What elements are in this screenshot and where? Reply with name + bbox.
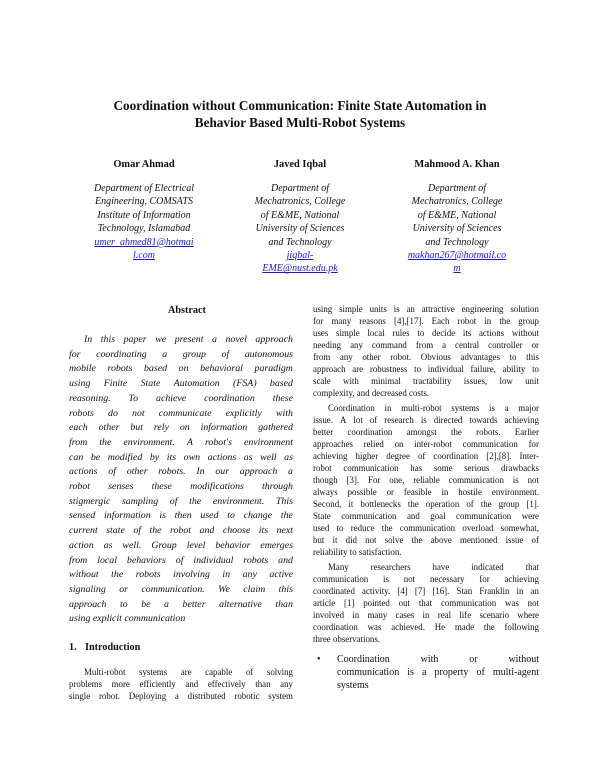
text-line: Second, it bottlenecks the operation of the group [1].	[313, 499, 539, 509]
text-line: coordination was achieved. He made the following	[313, 622, 539, 632]
text-line: complexity, and decreased costs.	[313, 388, 429, 398]
author-affiliation	[382, 182, 532, 249]
text-line: actions of other robots. In our approach a	[69, 466, 293, 478]
left-column	[69, 304, 293, 702]
email-line[interactable]: jiqbal-	[286, 250, 314, 262]
text-line: achieving higher degree of coordination [2],[8]. Inter-	[313, 451, 539, 461]
text-line: without the robots involving in any active	[69, 569, 293, 581]
text-line: using Finite State Automation (FSA) based	[69, 378, 293, 390]
text-line: approach to be a better alternative than	[69, 598, 293, 610]
text-line: involved in many cases in real life scenario where	[313, 610, 539, 620]
text-line: coordinated activity. [4] [7] [16]. Stan Franklin in an	[313, 586, 539, 596]
intro-body	[69, 666, 293, 702]
paragraph	[313, 402, 539, 558]
email-line[interactable]: m	[453, 263, 461, 275]
author-email-link[interactable]	[382, 249, 532, 276]
affiliation-line: Mechatronics, College	[254, 196, 346, 208]
bullet-symbol: •	[317, 654, 321, 665]
text-line: State communication and goal communication were	[313, 511, 539, 521]
text-line: In this paper we present a novel approach	[84, 334, 293, 345]
paragraph	[313, 561, 539, 645]
text-line: robot communication has some serious drawbacks	[313, 463, 539, 473]
email-line[interactable]: makhan267@hotmail.co	[407, 250, 507, 262]
text-line: stigmergic sampling of the environment. This	[69, 495, 293, 507]
abstract-body	[69, 333, 293, 627]
text-line: robot senses these modifications through	[69, 481, 293, 493]
text-line: using simple units is an attractive engineering solution	[313, 304, 539, 314]
text-line: used to reduce the communication overload somewhat,	[313, 523, 539, 533]
text-line: Coordination with or without	[337, 654, 539, 665]
affiliation-line: of E&ME, National	[417, 209, 497, 221]
section-title: Introduction	[85, 642, 141, 654]
text-line: problems more efficiently and effectively than any	[69, 679, 293, 690]
text-line: though [3]. For one, reliable communication is not	[313, 475, 539, 485]
text-line: sensed information is then used to change the	[69, 510, 293, 522]
text-line: article [1] pointed out that communication was not	[313, 598, 539, 608]
text-line: Coordination in multi-robot systems is a major	[328, 403, 539, 413]
text-line: action as well. Group level behavior emerges	[69, 539, 293, 551]
author-name: Omar Ahmad	[113, 159, 175, 170]
text-line: uses simple local rules to decide its actions without	[313, 328, 539, 338]
paragraph	[313, 303, 539, 399]
text-line: for coordinating a group of autonomous	[69, 348, 293, 360]
author-block	[225, 158, 375, 276]
right-column-body	[313, 303, 539, 645]
paper-title	[60, 97, 540, 131]
affiliation-line: University of Sciences	[412, 223, 502, 235]
text-line: mobile robots based on behavioral paradigm	[69, 363, 293, 375]
text-line: from any other robot. Obvious advantages to this	[313, 352, 539, 362]
author-block	[69, 158, 219, 262]
affiliation-line: Engineering, COMSATS	[95, 196, 193, 208]
text-line: needing any command from a central controller or	[313, 340, 539, 350]
text-line: better coordination amongst the robots. Earlier	[313, 427, 539, 437]
affiliation-line: Department of Electrical	[94, 183, 194, 194]
affiliation-line: Institute of Information	[97, 209, 191, 221]
author-email-link[interactable]	[225, 249, 375, 276]
text-line: can be modified by its own actions as well as	[69, 451, 293, 463]
text-line: approaches relied on inter-robot communication for	[313, 439, 539, 449]
text-line: Multi-robot systems are capable of solving	[84, 667, 293, 678]
affiliation-line: Department of	[427, 183, 487, 194]
text-line: from the environment. A robot's environment	[69, 436, 293, 448]
affiliation-line: University of Sciences	[255, 223, 345, 235]
author-name: Javed Iqbal	[273, 159, 327, 170]
bullet-item	[317, 653, 539, 692]
title-line: Behavior Based Multi-Robot Systems	[194, 115, 406, 130]
affiliation-line: Department of	[270, 183, 330, 194]
author-affiliation	[69, 182, 219, 236]
text-line: but it did not solve the above mentioned issue of	[313, 535, 539, 545]
affiliation-line: and Technology	[425, 236, 489, 248]
text-line: for many reasons [4],[17]. Each robot in the group	[313, 316, 539, 326]
author-affiliation	[225, 182, 375, 249]
bullet-text	[337, 653, 539, 692]
affiliation-line: and Technology	[268, 236, 332, 248]
text-line: single robot. Deploying a distributed robotic system	[69, 691, 293, 702]
text-line: using explicit communication	[69, 613, 186, 625]
affiliation-line: Technology, Islamabad	[97, 223, 191, 235]
section-number: 1.	[69, 642, 77, 654]
text-line: signaling or communication. We claim this	[69, 583, 293, 595]
text-line: Many researchers have indicated that	[328, 562, 539, 572]
text-line: reasoning. To achieve coordination these	[69, 392, 293, 404]
email-line[interactable]: EME@nust.edu.pk	[262, 263, 338, 275]
text-line: always possible or feasible in hostile environment.	[313, 487, 539, 497]
title-line: Coordination without Communication: Finite State Automation in	[113, 98, 487, 113]
text-line: robots do not communicate explicitly with	[69, 407, 293, 419]
author-block	[382, 158, 532, 276]
text-line: current state of the robot and choose its next	[69, 525, 293, 537]
text-line: approach are robustness to individual failure, ability to	[313, 364, 539, 374]
email-line[interactable]: umer_ahmed81@hotmai	[94, 236, 194, 248]
text-line: each other but rely on information gathered	[69, 422, 293, 434]
author-email-link[interactable]	[69, 236, 219, 263]
text-line: communication is a property of multi-agent	[337, 667, 539, 678]
section-heading	[69, 641, 293, 654]
text-line: from local behaviors of individual robots and	[69, 554, 293, 566]
text-line: three observations.	[313, 634, 381, 644]
right-column	[313, 303, 539, 692]
author-name: Mahmood A. Khan	[414, 159, 500, 170]
affiliation-line: Mechatronics, College	[411, 196, 503, 208]
affiliation-line: of E&ME, National	[260, 209, 340, 221]
abstract-heading: Abstract	[168, 305, 206, 316]
text-line: scale with minimal tractability issues, low unit	[313, 376, 539, 386]
text-line: systems	[337, 680, 369, 691]
text-line: communication is not necessary for achieving	[313, 574, 539, 584]
text-line: reliability to satisfaction.	[313, 547, 402, 557]
email-line[interactable]: l.com	[133, 250, 155, 262]
text-line: issue. A lot of research is directed towards achieving	[313, 415, 539, 425]
